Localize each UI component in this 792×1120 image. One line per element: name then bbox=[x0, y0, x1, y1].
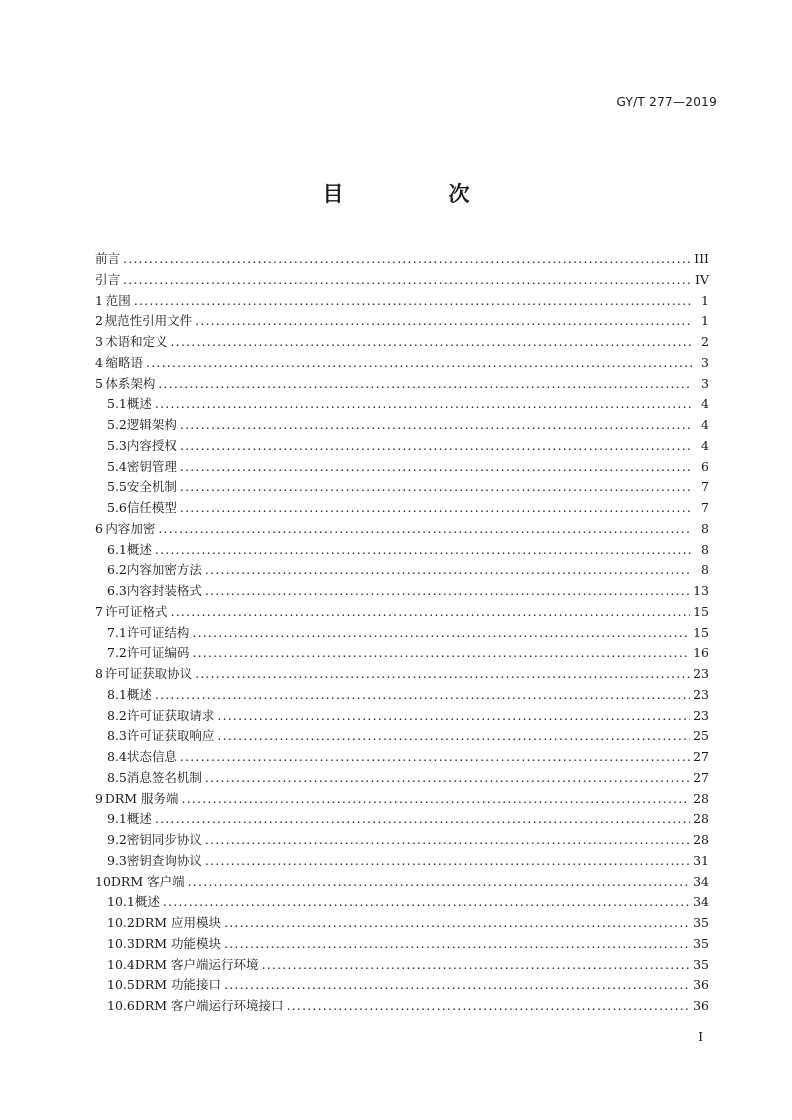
toc-entry-page: 7 bbox=[701, 479, 709, 495]
toc-entry[interactable] bbox=[95, 685, 709, 706]
dot-leader bbox=[134, 291, 692, 312]
toc-entry[interactable] bbox=[95, 394, 709, 415]
dot-leader bbox=[224, 975, 690, 996]
toc-entry-page: 35 bbox=[693, 956, 709, 972]
toc-entry-label: 术语和定义 bbox=[105, 334, 168, 349]
dot-leader bbox=[146, 353, 692, 374]
dot-leader bbox=[155, 540, 692, 561]
dot-leader bbox=[123, 249, 691, 270]
dot-leader bbox=[171, 332, 692, 353]
toc-entry-page: 16 bbox=[693, 645, 709, 661]
toc-entry-label: 概述 bbox=[126, 541, 152, 557]
toc-entry[interactable] bbox=[95, 311, 709, 332]
toc-entry-page: 23 bbox=[693, 686, 709, 702]
toc-entry-label: 内容授权 bbox=[126, 437, 177, 453]
toc-entry[interactable] bbox=[95, 560, 709, 581]
toc-entry[interactable] bbox=[95, 975, 709, 996]
toc-entry-page: 8 bbox=[701, 541, 709, 557]
toc-entry-number: 3 bbox=[95, 334, 103, 349]
toc-entry-page: 27 bbox=[693, 749, 709, 764]
toc-entry-number: 8.5 bbox=[107, 769, 127, 785]
toc-entry-label: 逻辑架构 bbox=[126, 417, 177, 432]
toc-entry-label: 内容加密 bbox=[105, 520, 156, 536]
page-number: I bbox=[698, 1030, 703, 1044]
table-of-contents bbox=[95, 249, 709, 1017]
toc-entry-label: 信任模型 bbox=[126, 500, 177, 515]
toc-entry[interactable] bbox=[95, 623, 709, 644]
toc-entry-number: 5.4 bbox=[107, 458, 127, 474]
toc-entry-label: 许可证获取请求 bbox=[126, 707, 215, 723]
toc-entry[interactable] bbox=[95, 602, 709, 623]
document-code: GY/T 277—2019 bbox=[616, 95, 717, 109]
toc-entry-label: 概述 bbox=[126, 811, 152, 827]
dot-leader bbox=[205, 851, 690, 872]
toc-entry-label: DRM 客户端 bbox=[110, 873, 185, 889]
dot-leader bbox=[195, 311, 692, 332]
toc-entry[interactable] bbox=[95, 726, 709, 747]
toc-entry[interactable] bbox=[95, 332, 709, 353]
toc-entry-page: 36 bbox=[693, 998, 709, 1013]
dot-leader bbox=[205, 581, 690, 602]
toc-entry[interactable] bbox=[95, 291, 709, 312]
toc-entry-page: 3 bbox=[701, 354, 709, 370]
toc-entry-label: DRM 功能接口 bbox=[134, 977, 222, 993]
toc-entry-label: DRM 服务端 bbox=[104, 790, 179, 806]
toc-entry-number: 10.2 bbox=[107, 915, 135, 930]
toc-entry-page: 8 bbox=[701, 562, 709, 578]
toc-entry-page: 2 bbox=[701, 334, 709, 349]
toc-entry-page: 28 bbox=[693, 811, 709, 827]
toc-entry-page: 28 bbox=[693, 790, 709, 806]
toc-entry-page: 31 bbox=[693, 852, 709, 868]
dot-leader bbox=[155, 685, 690, 706]
toc-entry[interactable] bbox=[95, 955, 709, 976]
toc-entry-number: 7 bbox=[95, 603, 103, 619]
dot-leader bbox=[180, 415, 692, 436]
toc-entry[interactable] bbox=[95, 706, 709, 727]
toc-entry-page: 4 bbox=[701, 437, 709, 453]
toc-entry-page: III bbox=[694, 251, 709, 266]
dot-leader bbox=[180, 477, 692, 498]
toc-entry-number: 5.2 bbox=[107, 417, 127, 432]
toc-entry[interactable] bbox=[95, 270, 709, 291]
toc-entry[interactable] bbox=[95, 789, 709, 810]
toc-entry-page: IV bbox=[695, 271, 709, 287]
toc-entry-page: 15 bbox=[693, 603, 709, 619]
toc-entry-number: 8 bbox=[95, 666, 103, 681]
toc-entry-number: 10.3 bbox=[107, 935, 135, 951]
toc-entry-number: 8.1 bbox=[107, 686, 127, 702]
toc-entry-label: 概述 bbox=[126, 686, 152, 702]
toc-entry-number: 9 bbox=[95, 790, 103, 806]
toc-entry-number: 5 bbox=[95, 375, 103, 391]
toc-entry-label: DRM 功能模块 bbox=[134, 935, 222, 951]
dot-leader bbox=[158, 519, 692, 540]
toc-entry-number: 10.5 bbox=[107, 977, 135, 993]
dot-leader bbox=[155, 394, 692, 415]
toc-entry-number: 9.2 bbox=[107, 832, 127, 847]
toc-entry[interactable] bbox=[95, 374, 709, 395]
toc-entry[interactable] bbox=[95, 436, 709, 457]
toc-entry-label: DRM 客户端运行环境 bbox=[134, 956, 259, 972]
dot-leader bbox=[192, 623, 690, 644]
dot-leader bbox=[158, 374, 692, 395]
toc-entry-number: 9.1 bbox=[107, 811, 127, 827]
toc-entry[interactable] bbox=[95, 643, 709, 664]
toc-entry[interactable] bbox=[95, 809, 709, 830]
toc-entry-number: 6 bbox=[95, 520, 103, 536]
toc-entry[interactable] bbox=[95, 830, 709, 851]
toc-entry-page: 1 bbox=[701, 313, 709, 329]
toc-entry-label: 许可证获取协议 bbox=[104, 666, 193, 681]
toc-entry-label: 缩略语 bbox=[105, 354, 144, 370]
toc-entry[interactable] bbox=[95, 498, 709, 519]
toc-entry-number: 7.2 bbox=[107, 645, 127, 661]
dot-leader bbox=[182, 789, 691, 810]
toc-entry[interactable] bbox=[95, 581, 709, 602]
toc-entry-page: 4 bbox=[701, 417, 709, 432]
toc-entry-label: 规范性引用文件 bbox=[104, 313, 193, 329]
toc-entry-number: 10.1 bbox=[107, 894, 135, 910]
toc-entry-number: 10.4 bbox=[107, 956, 135, 972]
dot-leader bbox=[262, 955, 691, 976]
toc-entry-page: 36 bbox=[693, 977, 709, 993]
dot-leader bbox=[205, 560, 692, 581]
toc-entry-label: 消息签名机制 bbox=[126, 769, 202, 785]
toc-entry-label: 密钥同步协议 bbox=[126, 832, 202, 847]
dot-leader bbox=[171, 602, 691, 623]
page-title: 目 次 bbox=[322, 182, 512, 206]
toc-entry-label: DRM 客户端运行环境接口 bbox=[134, 998, 284, 1013]
toc-entry-label: 许可证编码 bbox=[126, 645, 190, 661]
toc-entry-number: 6.2 bbox=[107, 562, 127, 578]
dot-leader bbox=[195, 664, 690, 685]
toc-entry[interactable] bbox=[95, 353, 709, 374]
toc-entry-label: 状态信息 bbox=[126, 749, 177, 764]
toc-entry-page: 23 bbox=[693, 707, 709, 723]
toc-entry[interactable] bbox=[95, 415, 709, 436]
toc-entry-page: 34 bbox=[693, 873, 709, 889]
toc-entry[interactable] bbox=[95, 851, 709, 872]
toc-entry-label: 概述 bbox=[134, 894, 160, 910]
toc-entry[interactable] bbox=[95, 768, 709, 789]
toc-entry-label: 密钥管理 bbox=[126, 458, 177, 474]
toc-entry-number: 7.1 bbox=[107, 624, 127, 640]
toc-entry-page: 27 bbox=[693, 769, 709, 785]
toc-entry-page: 35 bbox=[693, 935, 709, 951]
toc-entry-page: 23 bbox=[693, 666, 709, 681]
toc-entry-label: 许可证结构 bbox=[126, 624, 190, 640]
dot-leader bbox=[188, 872, 690, 893]
toc-entry-number: 5.1 bbox=[107, 396, 127, 412]
toc-entry-page: 3 bbox=[701, 375, 709, 391]
toc-entry[interactable] bbox=[95, 892, 709, 913]
toc-entry-label: 体系架构 bbox=[105, 375, 156, 391]
toc-entry-page: 35 bbox=[693, 915, 709, 930]
toc-entry[interactable] bbox=[95, 477, 709, 498]
toc-entry-number: 10 bbox=[95, 873, 111, 889]
toc-entry-number: 6.3 bbox=[107, 583, 127, 598]
toc-entry-page: 1 bbox=[701, 292, 709, 308]
toc-entry-number: 4 bbox=[95, 354, 103, 370]
dot-leader bbox=[287, 996, 691, 1017]
toc-entry-number: 1 bbox=[95, 292, 103, 308]
toc-entry-page: 4 bbox=[701, 396, 709, 412]
toc-entry-number: 5.3 bbox=[107, 437, 127, 453]
toc-entry[interactable] bbox=[95, 664, 709, 685]
toc-entry[interactable] bbox=[95, 747, 709, 768]
toc-entry-number: 5.5 bbox=[107, 479, 127, 495]
toc-entry-number: 8.2 bbox=[107, 707, 127, 723]
toc-entry-page: 6 bbox=[701, 458, 709, 474]
toc-entry-number: 5.6 bbox=[107, 500, 127, 515]
toc-entry-number: 9.3 bbox=[107, 852, 127, 868]
toc-entry[interactable] bbox=[95, 457, 709, 478]
dot-leader bbox=[224, 913, 690, 934]
toc-entry-number: 2 bbox=[95, 313, 103, 329]
toc-entry-number: 8.4 bbox=[107, 749, 127, 764]
toc-entry-label: 前言 bbox=[95, 251, 121, 266]
toc-entry-page: 13 bbox=[693, 583, 709, 598]
dot-leader bbox=[205, 768, 690, 789]
toc-entry-number: 8.3 bbox=[107, 728, 127, 744]
toc-entry-label: 安全机制 bbox=[126, 479, 177, 495]
toc-entry-label: 范围 bbox=[105, 292, 131, 308]
toc-entry-page: 25 bbox=[693, 728, 709, 744]
toc-entry-page: 28 bbox=[693, 832, 709, 847]
toc-entry-label: 许可证格式 bbox=[105, 603, 168, 619]
toc-entry[interactable] bbox=[95, 249, 709, 270]
toc-entry-page: 34 bbox=[693, 894, 709, 910]
toc-entry[interactable] bbox=[95, 996, 709, 1017]
toc-entry-label: 内容封装格式 bbox=[126, 583, 202, 598]
toc-entry-label: DRM 应用模块 bbox=[134, 915, 222, 930]
toc-entry-page: 15 bbox=[693, 624, 709, 640]
toc-entry-label: 内容加密方法 bbox=[126, 562, 202, 578]
dot-leader bbox=[180, 747, 690, 768]
dot-leader bbox=[224, 934, 690, 955]
toc-entry[interactable] bbox=[95, 540, 709, 561]
dot-leader bbox=[217, 706, 690, 727]
toc-entry[interactable] bbox=[95, 934, 709, 955]
dot-leader bbox=[155, 809, 690, 830]
toc-entry-page: 7 bbox=[701, 500, 709, 515]
toc-entry-label: 许可证获取响应 bbox=[126, 728, 215, 744]
toc-entry-label: 概述 bbox=[126, 396, 152, 412]
toc-entry-label: 密钥查询协议 bbox=[126, 852, 202, 868]
dot-leader bbox=[123, 270, 692, 291]
dot-leader bbox=[180, 498, 692, 519]
dot-leader bbox=[180, 436, 692, 457]
dot-leader bbox=[217, 726, 690, 747]
toc-entry-number: 10.6 bbox=[107, 998, 135, 1013]
toc-entry[interactable] bbox=[95, 913, 709, 934]
dot-leader bbox=[205, 830, 690, 851]
dot-leader bbox=[163, 892, 690, 913]
dot-leader bbox=[180, 457, 692, 478]
toc-entry[interactable] bbox=[95, 872, 709, 893]
toc-entry-page: 8 bbox=[701, 520, 709, 536]
toc-entry[interactable] bbox=[95, 519, 709, 540]
toc-entry-label: 引言 bbox=[95, 271, 121, 287]
dot-leader bbox=[192, 643, 690, 664]
toc-entry-number: 6.1 bbox=[107, 541, 127, 557]
